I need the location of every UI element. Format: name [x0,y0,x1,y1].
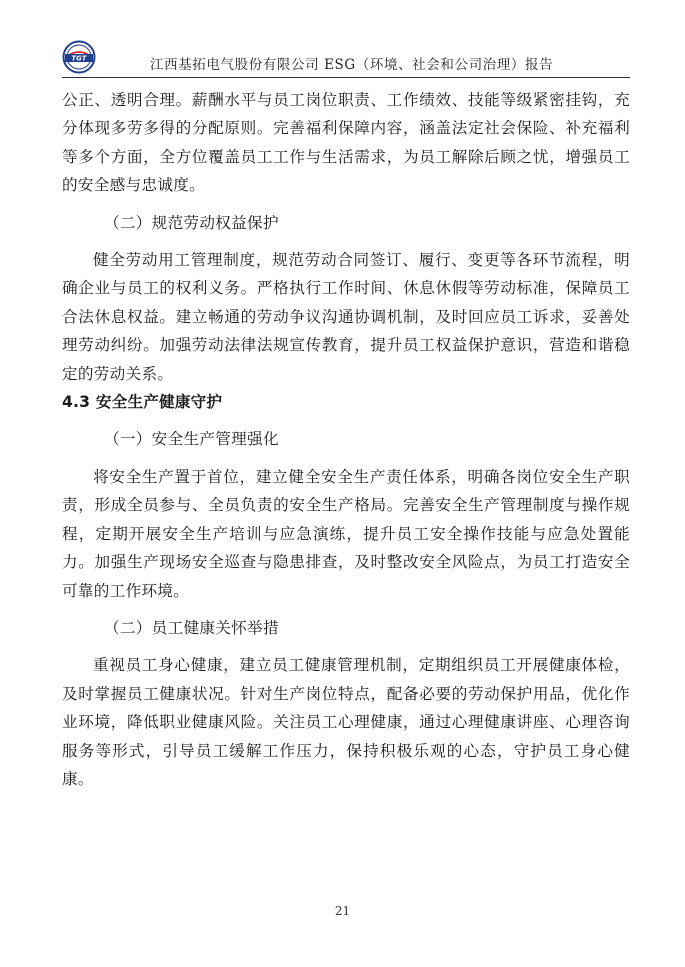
paragraph-safety-management: 将安全生产置于首位，建立健全安全生产责任体系，明确各岗位安全生产职责，形成全员参与、全员负责的安全生产格局。完善安全生产管理制度与操作规程，定期开展安全生产培训与应急演练，提升员工安全操作技能与应急处置能力。加强生产现场安全巡查与隐患排查，及时整改安全风险点，为员工打造安全可靠的工作环境。 [62,467,630,600]
page-header [62,40,630,76]
subheading-labor-rights: （二）规范劳动权益保护 [104,213,279,232]
header-divider [62,77,630,78]
subheading-health-care: （二）员工健康关怀举措 [104,618,279,637]
paragraph-health-care: 重视员工身心健康，建立员工健康管理机制，定期组织员工开展健康体检，及时掌握员工健康状况。针对生产岗位特点，配备必要的劳动保护用品，优化作业环境，降低职业健康风险。关注员工心理健康，通过心理健康讲座、心理咨询服务等形式，引导员工缓解工作压力，保持积极乐观的心态，守护员工身心健康。 [62,656,630,788]
page-body [62,86,630,793]
report-title: 江西基拓电气股份有限公司 ESG（环境、社会和公司治理）报告 [150,57,554,73]
logo-text: TGT [71,54,87,63]
company-logo [62,40,96,74]
paragraph-labor-rights: 健全劳动用工管理制度，规范劳动合同签订、履行、变更等各环节流程，明确企业与员工的权利义务。严格执行工作时间、休息休假等劳动标准，保障员工合法休息权益。建立畅通的劳动争议沟通协调机制，及时回应员工诉求，妥善处理劳动纠纷。加强劳动法律法规宣传教育，提升员工权益保护意识，营造和谐稳定的劳动关系。 [62,251,630,383]
section-heading-safety: 4.3 安全生产健康守护 [62,393,223,412]
page-number: 21 [334,904,351,918]
subheading-safety-management: （一）安全生产管理强化 [104,430,279,449]
paragraph-compensation: 公正、透明合理。薪酬水平与员工岗位职责、工作绩效、技能等级紧密挂钩，充分体现多劳多得的分配原则。完善福利保障内容，涵盖法定社会保险、补充福利等多个方面，全方位覆盖员工工作与生活需求，为员工解除后顾之忧，增强员工的安全感与忠诚度。 [62,91,630,195]
